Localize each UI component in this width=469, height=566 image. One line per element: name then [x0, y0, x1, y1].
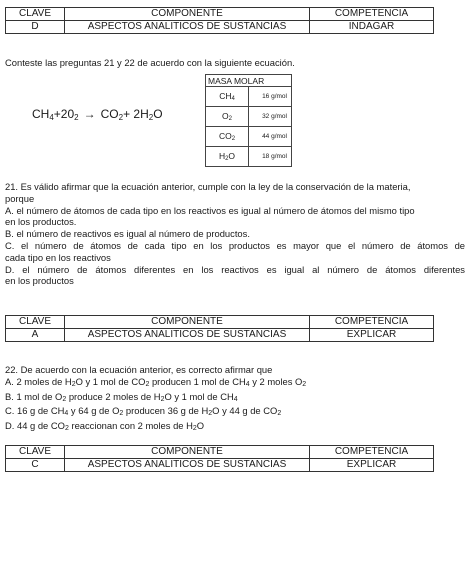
clave-value: D [6, 21, 65, 34]
header-clave: CLAVE [6, 8, 65, 21]
eq-sub: 2 [148, 113, 154, 122]
header-competencia: COMPETENCIA [310, 446, 434, 459]
header-competencia: COMPETENCIA [310, 316, 434, 329]
mass-cell: 32 g/mol [249, 107, 292, 127]
header-clave: CLAVE [6, 316, 65, 329]
q21-option-d: D. el número de átomos diferentes en los reactivos es igual al número de átomos diferentes [5, 263, 465, 275]
formula-cell: $CO_2$ [206, 127, 249, 147]
header-competencia: COMPETENCIA [310, 8, 434, 21]
header-componente: COMPONENTE [65, 446, 310, 459]
molar-title: MASA MOLAR [206, 75, 292, 87]
formula-cell: $O_2$ [206, 107, 249, 127]
question-21 [5, 181, 465, 287]
eq-co: CO [100, 107, 119, 121]
eq-sub: 2 [74, 113, 79, 122]
q21-option-a: A. el número de átomos de cada tipo en los reactivos es igual al número de átomos del mismo tipo [5, 204, 415, 216]
mass-cell: 44 g/mol [249, 127, 292, 147]
clave-value: A [6, 329, 65, 342]
competencia-value: EXPLICAR [310, 459, 434, 472]
componente-value: ASPECTOS ANALITICOS DE SUSTANCIAS [65, 329, 310, 342]
q21-option-a-cont: en los productos. [5, 216, 77, 228]
q21-stem-cont: porque [5, 192, 35, 204]
q21-option-c: C. el número de átomos de cada tipo en los productos es mayor que el número de átomos de [5, 239, 465, 251]
intro-text: Conteste las preguntas 21 y 22 de acuerdo con la siguiente ecuación. [5, 57, 295, 68]
componente-value: ASPECTOS ANALITICOS DE SUSTANCIAS [65, 21, 310, 34]
q22-option-a: A. 2 moles de $H_2O$ y 1 mol de $CO_2$ producen 1 mol de $CH_4$ y 2 moles $O_2$ [5, 375, 307, 388]
question-22 [5, 364, 465, 435]
q22-option-b: B. 1 mol de $O_2$ produce 2 moles de $H_2O$ y 1 mol de $CH_4$ [5, 390, 238, 403]
arrow-icon: → [83, 107, 96, 121]
answer-key-table-2 [5, 315, 434, 342]
componente-value: ASPECTOS ANALITICOS DE SUSTANCIAS [65, 459, 310, 472]
header-clave: CLAVE [6, 446, 65, 459]
competencia-value: INDAGAR [310, 21, 434, 34]
formula-cell: $CH_4$ [206, 87, 249, 107]
q22-stem: 22. De acuerdo con la ecuación anterior, es correcto afirmar que [5, 364, 273, 375]
mass-cell: 16 g/mol [249, 87, 292, 107]
mass-cell: 18 g/mol [249, 147, 292, 167]
molar-mass-table [205, 74, 292, 167]
formula-cell: $H_2O$ [206, 147, 249, 167]
eq-sub: 4 [49, 113, 54, 122]
competencia-value: EXPLICAR [310, 329, 434, 342]
q21-option-c-cont: cada tipo en los reactivos [5, 251, 111, 263]
q22-option-c: C. 16 g de $CH_4$ y 64 g de $O_2$ producen 36 g de $H_2O$ y 44 g de $CO_2$ [5, 405, 282, 418]
q21-option-b: B. el número de reactivos es igual al número de productos. [5, 228, 250, 240]
eq-sub: 2 [118, 113, 124, 122]
q21-option-d-cont: en los productos [5, 275, 74, 287]
eq-o: +20 [53, 107, 75, 121]
q21-stem: 21. Es válido afirmar que la ecuación anterior, cumple con la ley de la conservación de la materia, [5, 181, 411, 192]
eq-o-final: O [153, 107, 163, 121]
q22-option-d: D. 44 g de $CO_2$ reaccionan con 2 moles de $H_2O$ [5, 420, 205, 433]
eq-ch: CH [32, 107, 50, 121]
header-componente: COMPONENTE [65, 316, 310, 329]
header-componente: COMPONENTE [65, 8, 310, 21]
chemical-equation [32, 107, 163, 122]
answer-key-table-3 [5, 445, 434, 472]
eq-h: + 2H [123, 107, 149, 121]
answer-key-table-1 [5, 7, 434, 34]
clave-value: C [6, 459, 65, 472]
